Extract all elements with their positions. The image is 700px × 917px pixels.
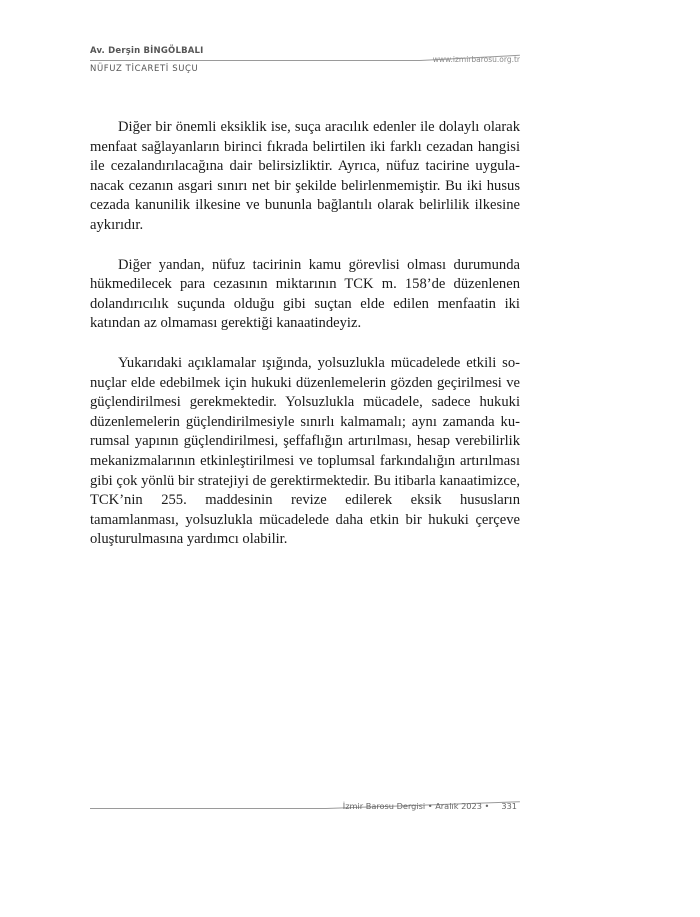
footer bbox=[343, 801, 517, 811]
body-paragraph-3: Yukarıdaki açıklamalar ışığında, yolsuzlukla mücadelede etkili sonuçlar elde edebilmek için hukuki düzenlemelerin gözden geçirilmesi ve güçlendirilmesi gerekmektedir. Yolsuzlukla mücadele, sadece hukuki düzenlemelerin güçlendirilmesiyle sınırlı kalmamalı; aynı zamanda kurumsal yapının güçlendirilmesi, şeffaflığın artırılması, hesap verebilirlik mekanizmalarının etkinleştirilmesi ve toplumsal farkındalığın artırılması gibi çok yönlü bir stratejiyi de gerektirmektedir. Bu itibarla kanaatimizce, TCK’nin 255. maddesinin revize edilerek eksik hususların tamamlanması, yolsuzlukla mücadelede daha etkin bir hukuki çerçeve oluşturulmasına yardımcı olabilir. bbox=[90, 354, 520, 548]
footer-divider bbox=[90, 808, 326, 809]
footer-journal: İzmir Barosu Dergisi • Aralık 2023 • bbox=[342, 801, 490, 811]
header-divider bbox=[90, 60, 420, 61]
article-body bbox=[90, 118, 520, 570]
body-paragraph-1: Diğer bir önemli eksiklik ise, suça aracılık edenler ile dolaylı olarak menfaat sağlayanların birinci fıkrada belirtilen iki farklı cezadan hangisi ile cezalandırılacağına dair belirsizliktir. Ayrıca, nüfuz tacirine uygulanacak cezanın asgari sınırı net bir şekilde belirlenmemiştir. Bu iki husus cezada kanunilik ilkesine ve bununla bağlantılı olarak belirlilik ilkesine aykırıdır. bbox=[90, 119, 520, 233]
header-subtitle: NÜFUZ TİCARETİ SUÇU bbox=[90, 64, 199, 74]
footer-page-number: 331 bbox=[501, 801, 517, 811]
body-paragraph-2: Diğer yandan, nüfuz tacirinin kamu görevlisi olması durumunda hükmedilecek para cezasının miktarının TCK m. 158’de düzenlenen dolandırıcılık suçunda olduğu gibi suçtan elde edilen menfaatin iki katından az olmaması gerektiği kanaatindeyiz. bbox=[90, 256, 520, 332]
header-author: Av. Derşin BİNGÖLBALI bbox=[90, 46, 204, 56]
header-url: www.izmirbarosu.org.tr bbox=[432, 55, 520, 64]
